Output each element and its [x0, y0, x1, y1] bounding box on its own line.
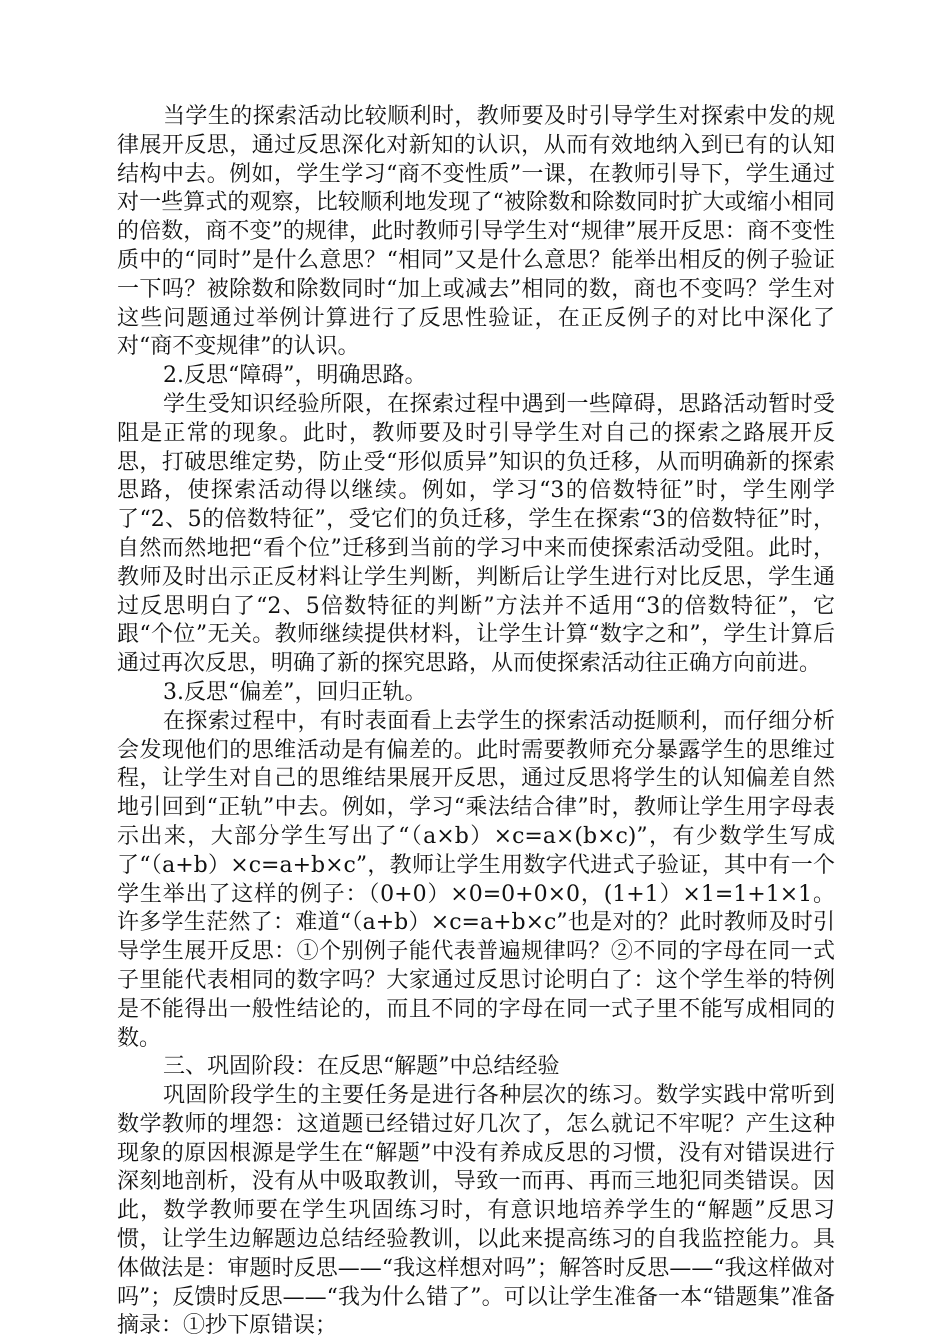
heading-reflect-deviation: 3.反思“偏差”，回归正轨。: [163, 679, 427, 705]
heading-consolidation-stage: 三、巩固阶段：在反思“解题”中总结经验: [163, 1054, 560, 1080]
document-body: [117, 103, 835, 1341]
paragraph-consolidation: 巩固阶段学生的主要任务是进行各种层次的练习。数学实践中常听到数学教师的埋怨：这道题已经错过好几次了，怎么就记不牢呢？产生这种现象的原因根源是学生在“解题”中没有养成反思的习惯，没有对错误进行深刻地剖析，没有从中吸取教训，导致一而再、再而三地犯同类错误。因此，数学教师要在学生巩固练习时，有意识地培养学生的“解题”反思习惯，让学生边解题边总结经验教训，以此来提高练习的自我监控能力。具体做法是：审题时反思——“我这样想对吗”；解答时反思——“我这样做对吗”；反馈时反思——“我为什么错了”。可以让学生准备一本“错题集”准备摘录：①抄下原错误；: [117, 1083, 835, 1339]
heading-reflect-obstacles: 2.反思“障碍”，明确思路。: [163, 363, 427, 389]
paragraph-deviation: 在探索过程中，有时表面看上去学生的探索活动挺顺利，而仔细分析会发现他们的思维活动是有偏差的。此时需要教师充分暴露学生的思维过程，让学生对自己的思维结果展开反思，通过反思将学生的认知偏差自然地引回到“正轨”中去。例如，学习“乘法结合律”时，教师让学生用字母表示出来，大部分学生写出了“（a×b）×c=a×(b×c)”，有少数学生写成了“（a+b）×c=a+b×c”，教师让学生用数字代进式子验证，其中有一个学生举出了这样的例子：（0+0）×0=0+0×0，(1+1）×1=1+1×1。许多学生茫然了：难道“（a+b）×c=a+b×c”也是对的？此时教师及时引导学生展开反思：①个别例子能代表普遍规律吗？②不同的字母在同一式子里能代表相同的数字吗？大家通过反思讨论明白了：这个学生举的特例是不能得出一般性结论的，而且不同的字母在同一式子里不能写成相同的数。: [117, 708, 835, 1051]
paragraph-obstacles: 学生受知识经验所限，在探索过程中遇到一些障碍，思路活动暂时受阻是正常的现象。此时，教师要及时引导学生对自己的探索之路展开反思，打破思维定势，防止受“形似质异”知识的负迁移，从而明确新的探索思路，使探索活动得以继续。例如，学习“3的倍数特征”时，学生刚学了“2、5的倍数特征”，受它们的负迁移，学生在探索“3的倍数特征”时，自然而然地把“看个位”迁移到当前的学习中来而使探索活动受阻。此时，教师及时出示正反材料让学生判断，判断后让学生进行对比反思，学生通过反思明白了“2、5倍数特征的判断”方法并不适用“3的倍数特征”，它跟“个位”无关。教师继续提供材料，让学生计算“数字之和”，学生计算后通过再次反思，明确了新的探究思路，从而使探索活动往正确方向前进。: [117, 391, 835, 677]
paragraph-reflection-on-rules: 当学生的探索活动比较顺利时，教师要及时引导学生对探索中发的规律展开反思，通过反思深化对新知的认识，从而有效地纳入到已有的认知结构中去。例如，学生学习“商不变性质”一课，在教师引导下，学生通过对一些算式的观察，比较顺利地发现了“被除数和除数同时扩大或缩小相同的倍数，商不变”的规律，此时教师引导学生对“规律”展开反思：商不变性质中的“同时”是什么意思？“相同”又是什么意思？能举出相反的例子验证一下吗？被除数和除数同时“加上或减去”相同的数，商也不变吗？学生对这些问题通过举例计算进行了反思性验证，在正反例子的对比中深化了对“商不变规律”的认识。: [117, 104, 835, 360]
